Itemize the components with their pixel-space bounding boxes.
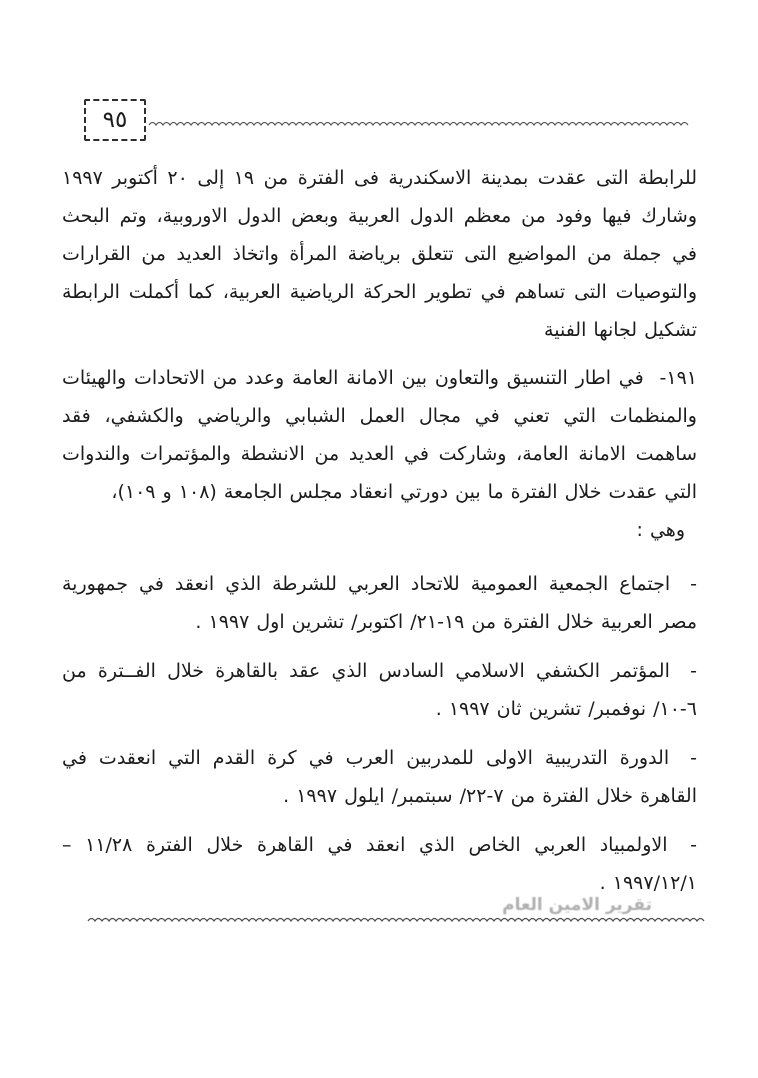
footer-report-title: تقرير الامين العام xyxy=(502,895,652,915)
bullet-text: الاولمبياد العربي الخاص الذي انعقد في القاهرة خلال الفترة ١١/٢٨ – ١٩٩٧/١٢/١ . xyxy=(62,834,697,894)
footer-rule-squiggle xyxy=(87,915,704,924)
item-191-text: في اطار التنسيق والتعاون بين الامانة العامة وعدد من الاتحادات والهيئات والمنظمات التي تعني في مجال العمل الشبابي والرياضي والكشفي، فقد ساهمت الامانة العامة، وشاركت في العديد من الانشطة والمؤتمرات والندوات التي عقدت خلال الفترة ما بين دورتي انعقاد مجلس الجامعة (١٠٨ و ١٠٩)، xyxy=(62,367,697,503)
bullet-dash: - xyxy=(690,573,698,595)
bullet-special-olympics xyxy=(62,826,697,902)
header-rule-squiggle xyxy=(148,119,692,128)
item-191-paragraph xyxy=(62,359,697,511)
bullet-dash: - xyxy=(690,834,697,856)
item-191-number: ١٩١- xyxy=(659,367,697,389)
bullet-football-coaches-course xyxy=(62,739,697,815)
document-body xyxy=(62,159,697,913)
intro-paragraph: للرابطة التى عقدت بمدينة الاسكندرية فى الفترة من ١٩ إلى ٢٠ أكتوبر ١٩٩٧ وشارك فيها وفود من معظم الدول العربية وبعض الدول الاوروبية، وتم البحث في جملة من المواضيع التى تتعلق برياضة المرأة واتخاذ العديد من القرارات والتوصيات التى تساهم في تطوير الحركة الرياضية العربية، كما أكملت الرابطة تشكيل لجانها الفنية xyxy=(62,167,697,341)
item-191-tail: وهي : xyxy=(636,519,685,541)
page-number: ٩٥ xyxy=(102,107,128,133)
bullet-dash: - xyxy=(690,747,697,769)
bullet-police-union-meeting xyxy=(62,565,697,641)
bullet-text: المؤتمر الكشفي الاسلامي السادس الذي عقد بالقاهرة خلال الفــترة من ٦-١٠/ نوفمبر/ تشرين ثان ١٩٩٧ . xyxy=(62,660,697,720)
bullet-islamic-scout-conference xyxy=(62,652,697,728)
bullet-text: الدورة التدريبية الاولى للمدربين العرب في كرة القدم التي انعقدت في القاهرة خلال الفترة من ٧-٢٢/ سبتمبر/ ايلول ١٩٩٧ . xyxy=(62,747,697,807)
bullet-dash: - xyxy=(690,660,697,682)
bullet-text: اجتماع الجمعية العمومية للاتحاد العربي للشرطة الذي انعقد في جمهورية مصر العربية خلال الفترة من ١٩-٢١/ اكتوبر/ تشرين اول ١٩٩٧ . xyxy=(62,573,697,633)
page-number-box xyxy=(84,99,146,141)
